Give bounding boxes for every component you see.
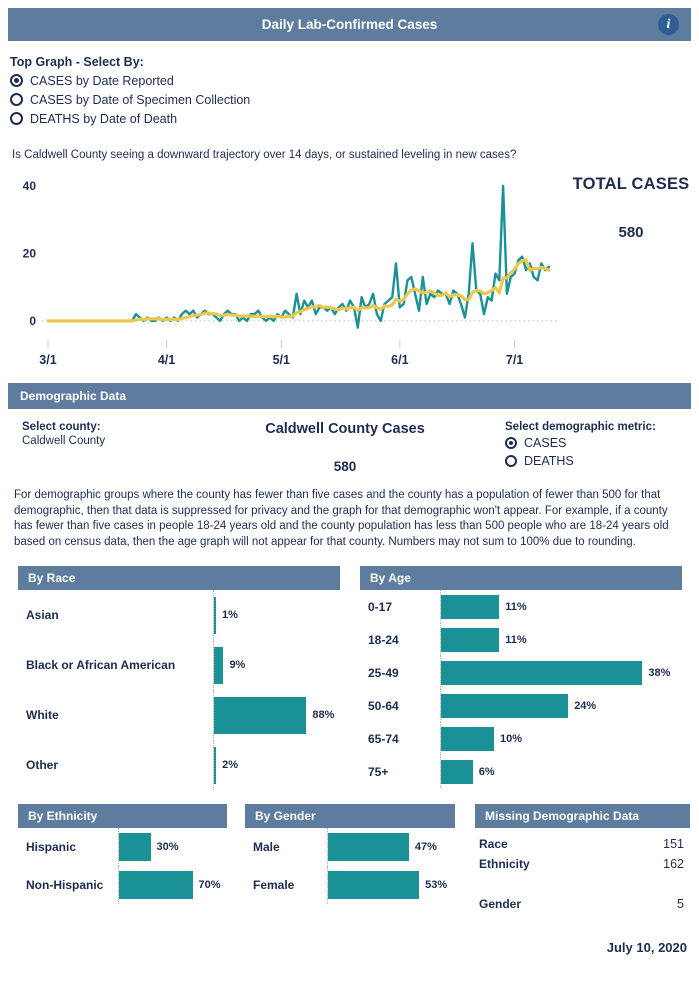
total-cases-block [567,175,695,373]
by-age-header: By Age [360,566,682,590]
age-row-18-24: 18-24 11% [360,623,682,656]
radio-icon[interactable] [505,455,517,467]
radio-metric-deaths[interactable]: DEATHS [505,453,656,469]
radio-icon[interactable] [505,437,517,449]
race-bar-asian[interactable] [214,597,216,634]
age-bar-25-49[interactable] [441,661,642,685]
race-bar-white[interactable] [214,697,306,734]
missing-demographic-panel [475,804,690,914]
top-graph-selector [10,55,699,127]
county-cases-value: 580 [333,459,357,474]
by-gender-panel [245,804,455,914]
by-gender-header: By Gender [245,804,455,828]
daily-cases-line-chart[interactable] [2,165,567,373]
county-cases-title: Caldwell County Cases [265,421,425,437]
age-bar-50-64[interactable] [441,694,568,718]
select-county-label: Select county: [22,421,101,433]
gender-bar-male[interactable] [328,833,409,861]
svg-text:4/1: 4/1 [157,353,176,367]
svg-text:3/1: 3/1 [39,353,57,367]
svg-text:5/1: 5/1 [272,353,290,367]
svg-text:7/1: 7/1 [505,353,524,367]
top-graph-selector-title: Top Graph - Select By: [10,55,144,69]
trajectory-question: Is Caldwell County seeing a downward trajectory over 14 days, or sustained leveling in new cases? [12,149,517,161]
county-select[interactable]: Caldwell County [22,435,106,447]
radio-icon[interactable] [10,74,23,87]
county-selector [0,421,220,474]
county-cases-summary [220,421,470,474]
age-bar-75plus[interactable] [441,760,473,784]
race-bar-black[interactable] [214,647,223,684]
radio-metric-cases[interactable]: CASES [505,435,656,451]
metric-selector [470,421,656,474]
app-header [8,8,691,41]
svg-text:20: 20 [22,246,36,261]
race-row-asian: Asian 1% [18,590,340,640]
gender-row-male: Male 47% [245,828,455,866]
age-bar-18-24[interactable] [441,628,499,652]
gender-bar-female[interactable] [328,871,419,899]
missing-row-ethnicity: Ethnicity 162 [479,857,684,871]
by-race-header: By Race [18,566,340,590]
missing-row-gender: Gender 5 [479,897,684,911]
age-row-75plus: 75+ 6% [360,755,682,788]
by-ethnicity-panel [18,804,227,914]
demographic-data-section-header: Demographic Data [8,383,691,409]
page-title: Daily Lab-Confirmed Cases [261,17,438,32]
total-cases-label: TOTAL CASES [572,175,690,193]
total-cases-value: 580 [618,224,644,241]
race-bar-other[interactable] [214,747,216,784]
by-age-panel [360,566,682,790]
ethnicity-bar-non-hispanic[interactable] [119,871,193,899]
daily-cases-chart-area [2,165,699,373]
svg-text:40: 40 [22,178,36,193]
missing-demographic-header: Missing Demographic Data [475,804,690,828]
svg-text:0: 0 [29,313,36,328]
age-bar-0-17[interactable] [441,595,499,619]
ethnicity-row-non-hispanic: Non-Hispanic 70% [18,866,227,904]
svg-text:6/1: 6/1 [391,353,409,367]
gender-row-female: Female 53% [245,866,455,904]
radio-deaths-by-date-of-death[interactable]: DEATHS by Date of Death [10,110,699,127]
radio-icon[interactable] [10,93,23,106]
age-row-0-17: 0-17 11% [360,590,682,623]
age-row-25-49: 25-49 38% [360,656,682,689]
radio-cases-by-specimen-collection[interactable]: CASES by Date of Specimen Collection [10,91,699,108]
report-date: July 10, 2020 [606,940,687,955]
age-row-50-64: 50-64 24% [360,689,682,722]
demographic-controls [0,421,699,474]
race-row-other: Other 2% [18,740,340,790]
ethnicity-bar-hispanic[interactable] [119,833,151,861]
age-bar-65-74[interactable] [441,727,494,751]
radio-cases-by-date-reported[interactable]: CASES by Date Reported [10,72,699,89]
metric-selector-title: Select demographic metric: [505,421,656,433]
ethnicity-row-hispanic: Hispanic 30% [18,828,227,866]
race-row-white: White 88% [18,690,340,740]
by-race-panel [18,566,340,790]
age-row-65-74: 65-74 10% [360,722,682,755]
radio-icon[interactable] [10,112,23,125]
missing-row-race: Race 151 [479,837,684,851]
race-row-black: Black or African American 9% [18,640,340,690]
suppression-disclaimer: For demographic groups where the county has fewer than five cases and the county has a population of fewer than 500 for that demographic, then that data is suppressed for privacy and the graph for that demographic won't appear. For example, if a county has fewer than five cases in people 18-24 years old and the county population has less than 500 people who are 18-24 years old based on census data, then the age graph will not appear for that county. Numbers may not sum to 100% due to rounding. [14,489,669,548]
info-icon[interactable]: i [658,14,679,35]
by-ethnicity-header: By Ethnicity [18,804,227,828]
